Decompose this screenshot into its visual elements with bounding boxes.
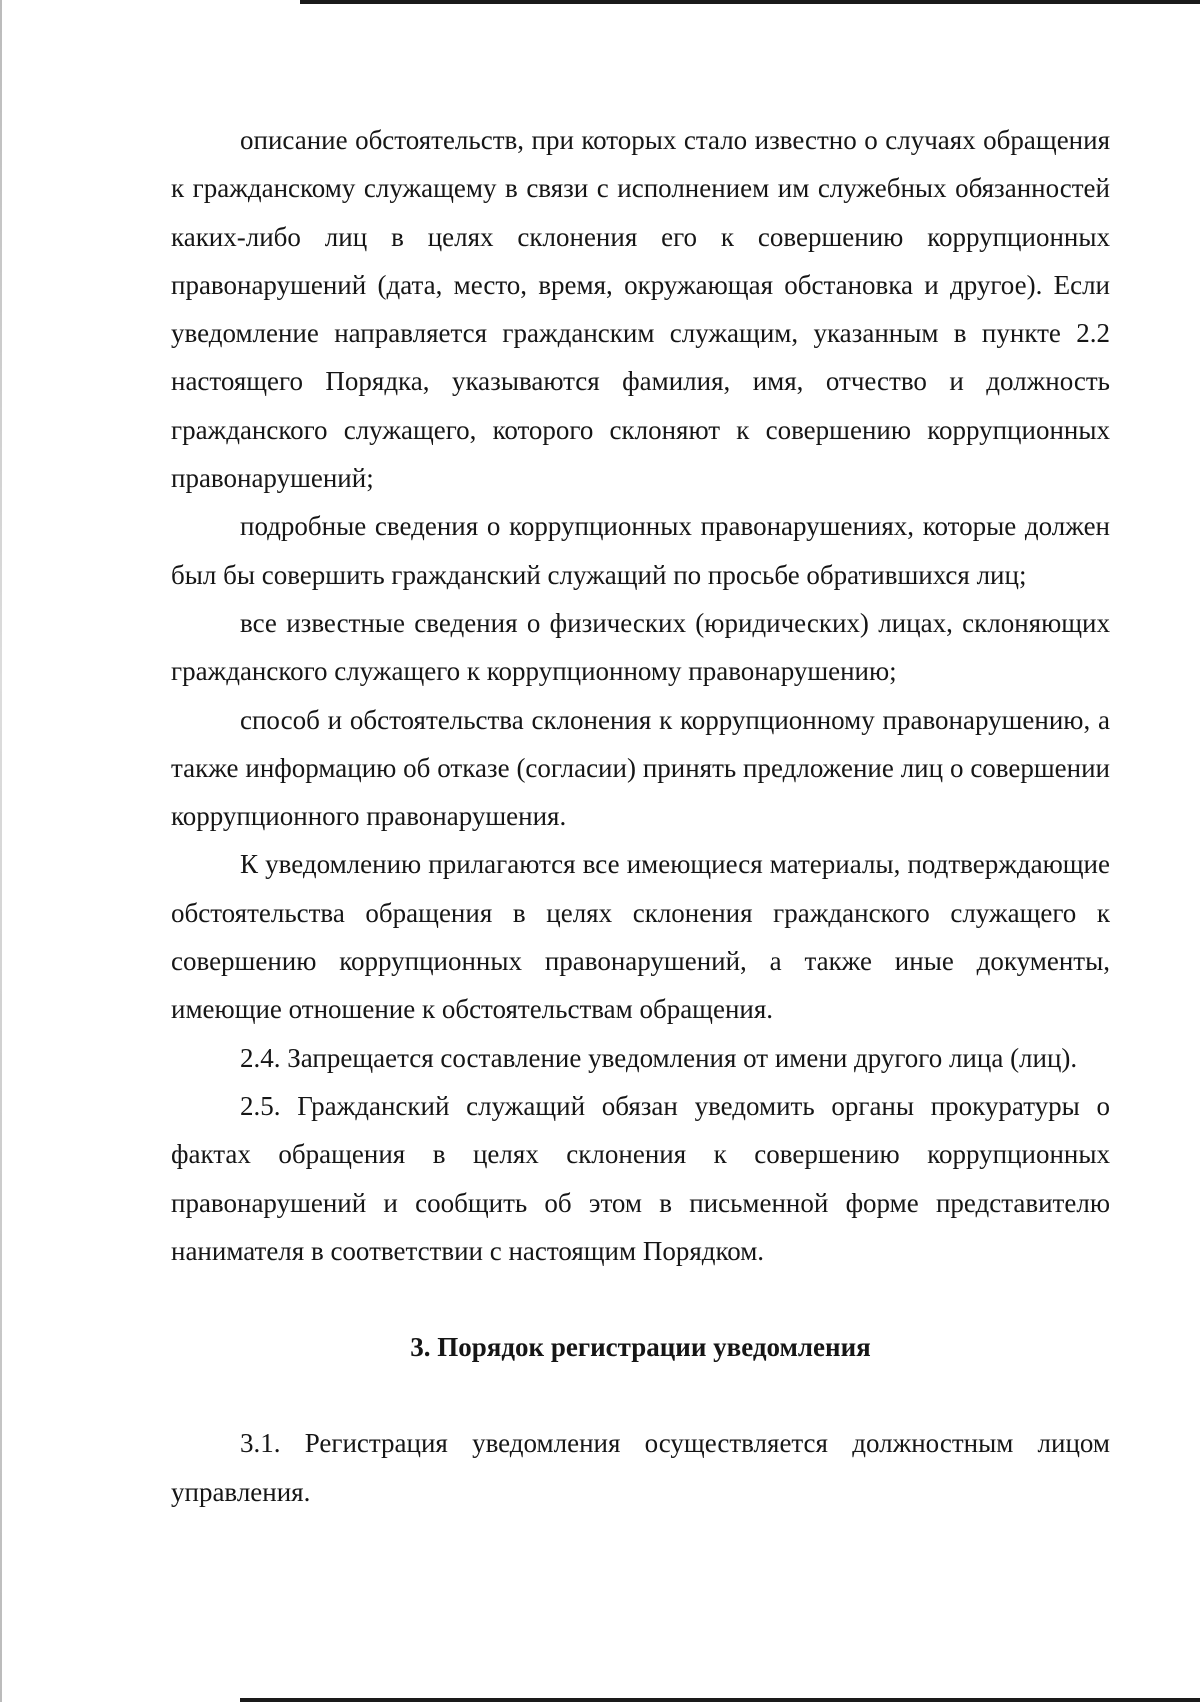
scan-top-border bbox=[300, 0, 1200, 4]
scan-bottom-border bbox=[240, 1698, 1200, 1702]
section-title: 3. Порядок регистрации уведомления bbox=[410, 1332, 871, 1363]
paragraph-persons-info: все известные сведения о физических (юридических) лицах, склоняющих гражданского служащего к коррупционному правонарушению; bbox=[171, 607, 1110, 687]
spacer bbox=[171, 1371, 1110, 1419]
spacer bbox=[171, 1275, 1110, 1323]
document-page bbox=[171, 116, 1110, 1516]
paragraph-circumstances: описание обстоятельств, при которых стало известно о случаях обращения к гражданскому служащему в связи с исполнением им служебных обязанностей каких-либо лиц в целях склонения его к совершению коррупционных правонарушений (дата, место, время, окружающая обстановка и другое). Если уведомление направляется гражданским служащим, указанным в пункте 2.2 настоящего Порядка, указываются фамилия, имя, отчество и должность гражданского служащего, которого склоняют к совершению коррупционных правонарушений; bbox=[171, 125, 1110, 494]
scan-edge bbox=[0, 0, 2, 1702]
paragraph-2-4: 2.4. Запрещается составление уведомления от имени другого лица (лиц). bbox=[240, 1042, 1078, 1073]
paragraph-2-5: 2.5. Гражданский служащий обязан уведомить органы прокуратуры о фактах обращения в целях склонения к совершению коррупционных правонарушений и сообщить об этом в письменной форме представителю нанимателя в соответствии с настоящим Порядком. bbox=[171, 1090, 1110, 1266]
paragraph-offense-details: подробные сведения о коррупционных правонарушениях, которые должен был бы совершить гражданский служащий по просьбе обратившихся лиц; bbox=[171, 511, 1110, 590]
paragraph-attachments: К уведомлению прилагаются все имеющиеся материалы, подтверждающие обстоятельства обращения в целях склонения гражданского служащего к совершению коррупционных правонарушений, а также иные документы, имеющие отношение к обстоятельствам обращения. bbox=[171, 849, 1110, 1025]
paragraph-3-1: 3.1. Регистрация уведомления осуществляется должностным лицом управления. bbox=[171, 1428, 1110, 1507]
paragraph-method: способ и обстоятельства склонения к коррупционному правонарушению, а также информацию об отказе (согласии) принять предложение лиц о совершении коррупционного правонарушения. bbox=[171, 704, 1110, 832]
